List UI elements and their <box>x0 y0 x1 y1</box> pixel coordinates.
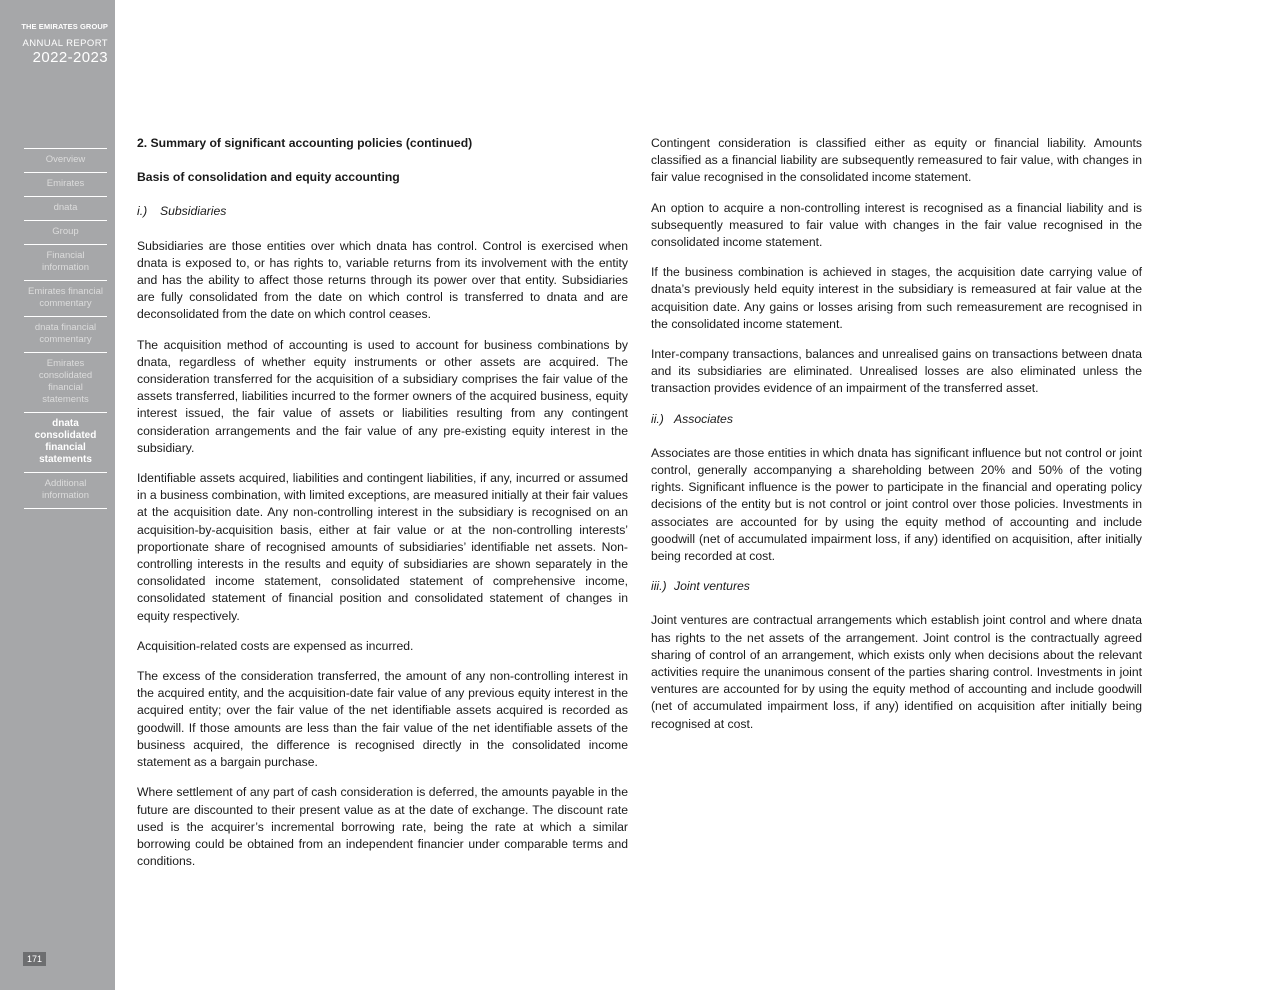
subheading-title: Subsidiaries <box>160 204 227 219</box>
subheading-number: i.) <box>137 204 148 219</box>
subheading-basis-of-consolidation: Basis of consolidation and equity accounting <box>137 170 400 185</box>
sidebar-nav <box>24 148 107 509</box>
brand-report-label: ANNUAL REPORT <box>22 38 108 49</box>
nav-divider <box>24 508 107 509</box>
section-heading: 2. Summary of significant accounting policies (continued) <box>137 136 473 150</box>
left-column <box>137 135 628 883</box>
subheading-title: Joint ventures <box>674 579 750 594</box>
nav-item-dnata[interactable]: dnata <box>24 196 107 220</box>
paragraph-business-combination-stages: If the business combination is achieved in stages, the acquisition date carrying value of dnata’s previously held equity interest in the subsidiary is remeasured at fair value at the acquisition date. Any gains or losses arising from such remeasurement are recognised in the consolidated income statement. <box>651 265 1142 331</box>
paragraph-inter-company: Inter-company transactions, balances and unrealised gains on transactions between dnata and its subsidiaries are eliminated. Unrealised losses are also eliminated unless the transaction provides evidence of an impairment of the transferred asset. <box>651 347 1142 396</box>
paragraph-goodwill: The excess of the consideration transferred, the amount of any non-controlling interest in the acquired entity, and the acquisition-date fair value of any previous equity interest in the acquired entity; over the fair value of the net identifiable assets acquired is recorded as goodwill. If those amounts are less than the fair value of the net identifiable assets of the business acquired, the difference is recognised directly in the consolidated income statement as a bargain purchase. <box>137 669 628 770</box>
paragraph-identifiable-assets: Identifiable assets acquired, liabilities and contingent liabilities, if any, incurred or assumed in a business combination, with limited exceptions, are measured initially at their fair values at the acquisition date. Any non-controlling interest in the subsidiary is recognised on an acquisition-by-acquisition basis, either at fair value or at the non-controlling interests’ proportionate share of recognised amounts of subsidiaries’ identifiable net assets. Non-controlling interests in the results and equity of subsidiaries are shown separately in the consolidated income statement, consolidated statement of comprehensive income, consolidated statement of financial position and consolidated statement of changes in equity respectively. <box>137 471 628 623</box>
paragraph-option-to-acquire: An option to acquire a non-controlling interest is recognised as a financial liability and is subsequently measured to fair value with changes in the fair value recognised in the consolidated income statement. <box>651 200 1142 250</box>
paragraph-contingent-consideration: Contingent consideration is classified either as equity or financial liability. Amounts classified as a financial liability are subsequently remeasured to fair value, with changes in fair value recognised in the consolidated income statement. <box>651 136 1142 185</box>
subheading-subsidiaries <box>137 203 628 220</box>
paragraph-subsidiaries-definition: Subsidiaries are those entities over which dnata has control. Control is exercised when dnata is exposed to, or has rights to, variable returns from its involvement with the entity and has the ability to affect those returns through its power over that entity. Subsidiaries are fully consolidated from the date on which control is transferred to dnata and are deconsolidated from the date on which control ceases. <box>137 238 628 322</box>
subheading-number: iii.) <box>651 579 667 594</box>
nav-item-emirates-financial-commentary[interactable]: Emirates financial commentary <box>24 280 107 316</box>
page-number: 171 <box>23 952 46 966</box>
brand-block <box>0 21 108 66</box>
nav-item-emirates-consolidated-statements[interactable]: Emirates consolidated financial statements <box>24 352 107 412</box>
paragraph-associates: Associates are those entities in which dnata has significant influence but not control or joint control, generally accompanying a shareholding between 20% and 50% of the voting rights. Significant influence is the power to participate in the financial and operating policy decisions of the entity but is not control or joint control over those policies. Investments in associates are accounted for by using the equity method of accounting and include goodwill (net of accumulated impairment loss, if any) identified on acquisition, after initially being recorded at cost. <box>651 445 1142 564</box>
brand-group-name: THE EMIRATES GROUP <box>21 22 108 31</box>
subheading-number: ii.) <box>651 411 664 426</box>
nav-item-financial-information[interactable]: Financial information <box>24 244 107 280</box>
brand-report-years: 2022-2023 <box>32 49 108 66</box>
nav-item-additional-information[interactable]: Additional information <box>24 472 107 508</box>
nav-item-overview[interactable]: Overview <box>24 148 107 172</box>
nav-item-emirates[interactable]: Emirates <box>24 172 107 196</box>
paragraph-acquisition-costs: Acquisition-related costs are expensed as incurred. <box>137 638 414 653</box>
right-column <box>651 135 1142 746</box>
nav-item-dnata-financial-commentary[interactable]: dnata financial commentary <box>24 316 107 352</box>
subheading-joint-ventures <box>651 578 1142 595</box>
paragraph-acquisition-method: The acquisition method of accounting is used to account for business combinations by dnata, regardless of whether equity instruments or other assets are acquired. The consideration transferred for the acquisition of a subsidiary comprises the fair value of the assets transferred, liabilities incurred to the former owners of the acquired business, equity interest issued, the fair value of assets or liabilities resulting from any contingent consideration arrangements and the fair value of any pre-existing equity interest in the subsidiary. <box>137 337 628 455</box>
subheading-title: Associates <box>674 411 733 426</box>
nav-item-dnata-consolidated-statements[interactable]: dnata consolidated financial statements <box>24 412 107 472</box>
paragraph-joint-ventures: Joint ventures are contractual arrangements which establish joint control and where dnata has rights to the net assets of the arrangement. Joint control is the contractually agreed sharing of control of an arrangement, which exists only when decisions about the relevant activities require the unanimous consent of the parties sharing control. Investments in joint ventures are accounted for by using the equity method of accounting and include goodwill (net of accumulated impairment loss, if any) identified on acquisition after initially being recognised at cost. <box>651 613 1142 731</box>
sidebar <box>0 0 115 990</box>
paragraph-deferred-consideration: Where settlement of any part of cash consideration is deferred, the amounts payable in the future are discounted to their present value as at the date of exchange. The discount rate used is the acquirer’s incremental borrowing rate, being the rate at which a similar borrowing could be obtained from an independent financier under comparable terms and conditions. <box>137 785 628 869</box>
subheading-associates <box>651 411 1142 428</box>
nav-item-group[interactable]: Group <box>24 220 107 244</box>
